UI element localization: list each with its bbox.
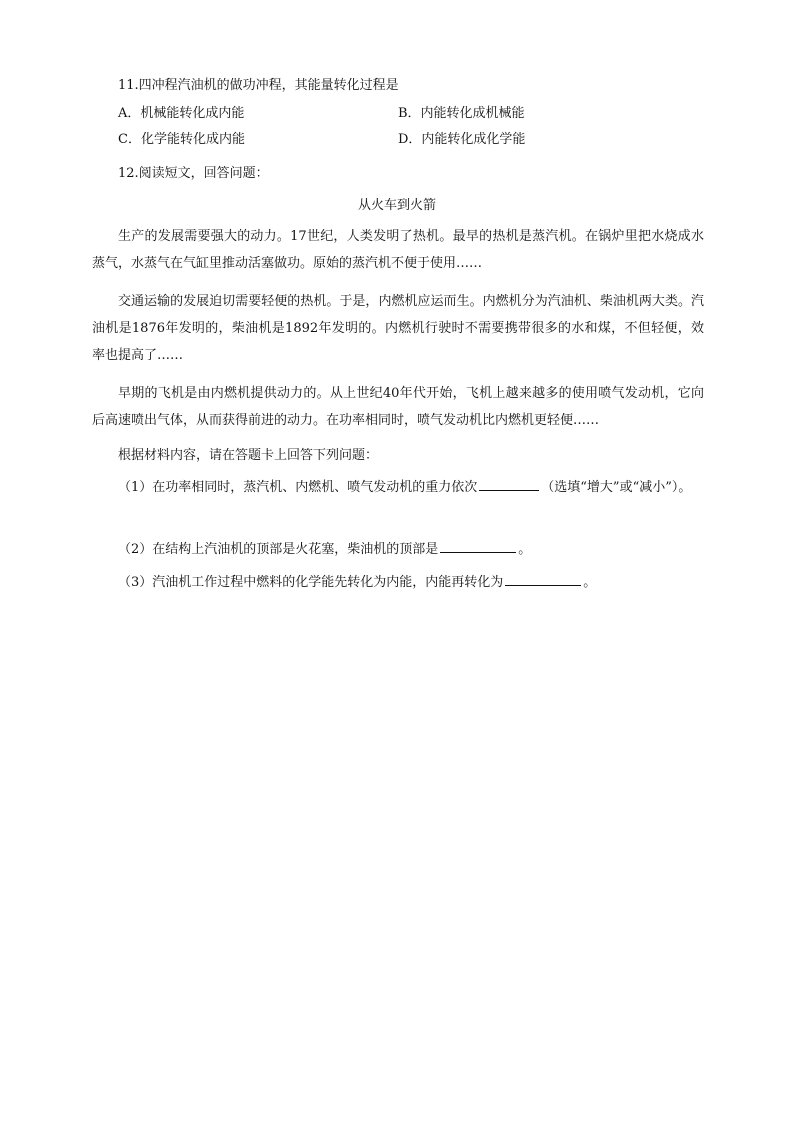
passage-paragraph: 生产的发展需要强大的动力。17世纪，人类发明了热机。最早的热机是蒸汽机。在锅炉里把水烧成水蒸气，水蒸气在气缸里推动活塞做功。原始的蒸汽机不便于使用…… [92, 229, 704, 271]
sub-question-2-end: 。 [518, 542, 532, 557]
sub-question-3 [92, 569, 704, 596]
sub-question-2 [92, 536, 704, 563]
option-c: C．化学能转化成内能 [118, 132, 245, 147]
answer-instruction: 根据材料内容，请在答题卡上回答下列问题： [118, 448, 379, 463]
passage-paragraph: 早期的飞机是由内燃机提供动力的。从上世纪40年代开始，飞机上越来越多的使用喷气发动机，它向后高速喷出气体，从而获得前进的动力。在功率相同时，喷气发动机比内燃机更轻便…… [92, 386, 704, 428]
option-b: B．内能转化成机械能 [398, 106, 525, 121]
sub-question-1 [92, 474, 704, 501]
sub-question-2-text: （2）在结构上汽油机的顶部是火花塞，柴油机的顶部是 [118, 542, 439, 557]
sub-question-3-end: 。 [583, 575, 597, 590]
passage-paragraph: 交通运输的发展迫切需要轻便的热机。于是，内燃机应运而生。内燃机分为汽油机、柴油机两大类。汽油机是1876年发明的，柴油机是1892年发明的。内燃机行驶时不需要携带很多的水和煤，不但轻便，效率也提高了…… [92, 294, 704, 363]
question-11-stem: 11.四冲程汽油机的做功冲程，其能量转化过程是 [118, 78, 399, 93]
question-12-stem: 12.阅读短文，回答问题： [118, 166, 269, 181]
answer-blank-3[interactable] [505, 569, 581, 586]
sub-question-3-text: （3）汽油机工作过程中燃料的化学能先转化为内能，内能再转化为 [118, 575, 504, 590]
option-a: A．机械能转化成内能 [118, 106, 245, 121]
answer-blank-1[interactable] [479, 474, 539, 491]
answer-blank-2[interactable] [440, 536, 516, 553]
sub-question-1-hint: （选填“增大”或“减小”）。 [541, 480, 692, 495]
passage-title: 从火车到火箭 [357, 198, 436, 213]
sub-question-1-text: （1）在功率相同时，蒸汽机、内燃机、喷气发动机的重力依次 [118, 480, 478, 495]
option-d: D．内能转化成化学能 [398, 132, 526, 147]
